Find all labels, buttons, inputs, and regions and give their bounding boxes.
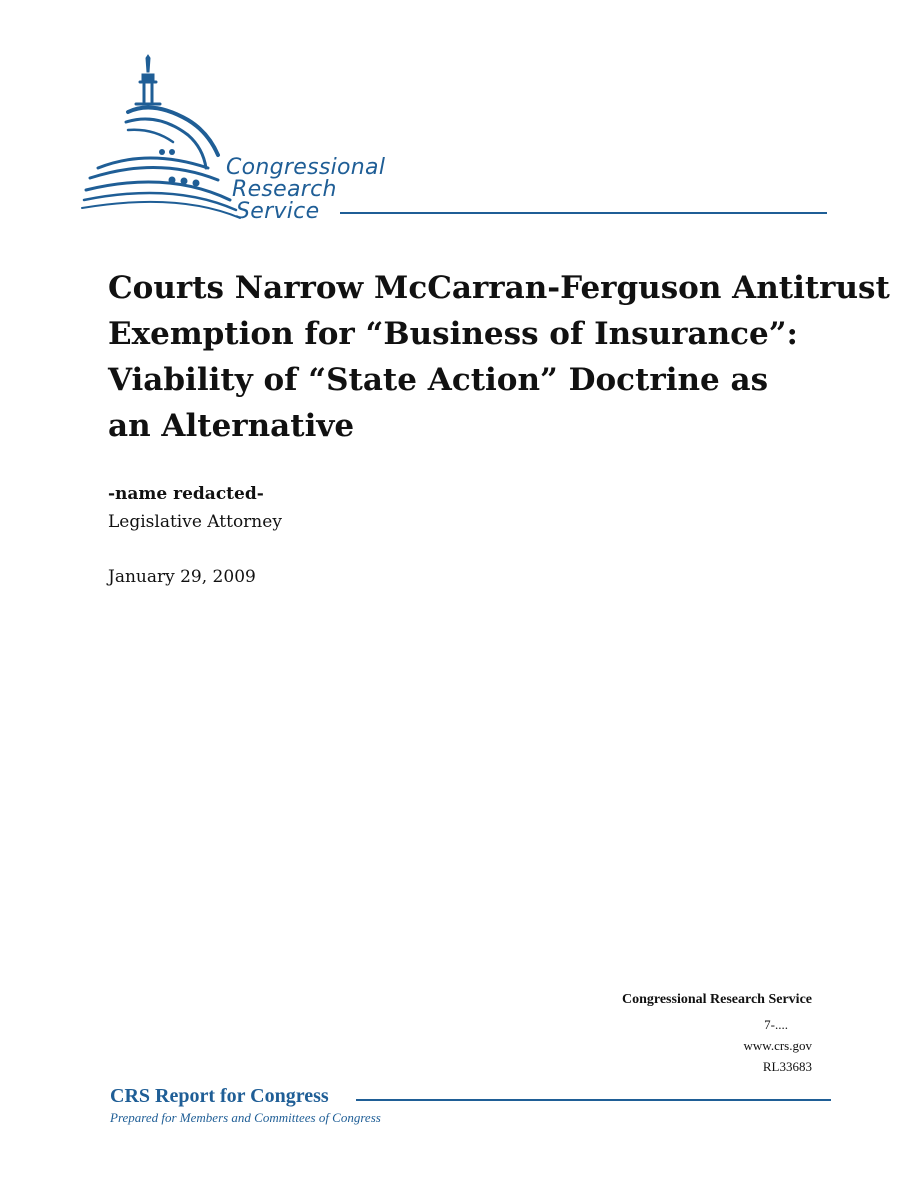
title-line: Courts Narrow McCarran-Ferguson Antitrust	[108, 270, 890, 306]
author-position: Legislative Attorney	[108, 512, 282, 532]
logo-text-research: Research	[232, 177, 337, 202]
title-line: Exemption for “Business of Insurance”:	[108, 316, 798, 352]
title-line: an Alternative	[108, 408, 355, 444]
report-label: CRS Report for Congress	[110, 1085, 333, 1108]
publisher-website: www.crs.gov	[743, 1038, 812, 1053]
report-number: RL33683	[762, 1059, 812, 1074]
logo-text-service: Service	[236, 199, 320, 224]
footer-rule	[356, 1099, 831, 1101]
publisher-phone: 7-....	[764, 1017, 788, 1032]
publisher-name: Congressional Research Service	[621, 992, 812, 1007]
document-title	[108, 265, 890, 449]
publisher-info	[622, 990, 812, 1077]
author-name: -name redacted-	[108, 484, 264, 504]
logo-text-congressional: Congressional	[226, 155, 386, 180]
logo-rule	[340, 212, 827, 214]
report-subtitle: Prepared for Members and Committees of Congress	[110, 1110, 381, 1125]
title-line: Viability of “State Action” Doctrine as	[108, 362, 769, 398]
publication-date: January 29, 2009	[108, 567, 256, 587]
